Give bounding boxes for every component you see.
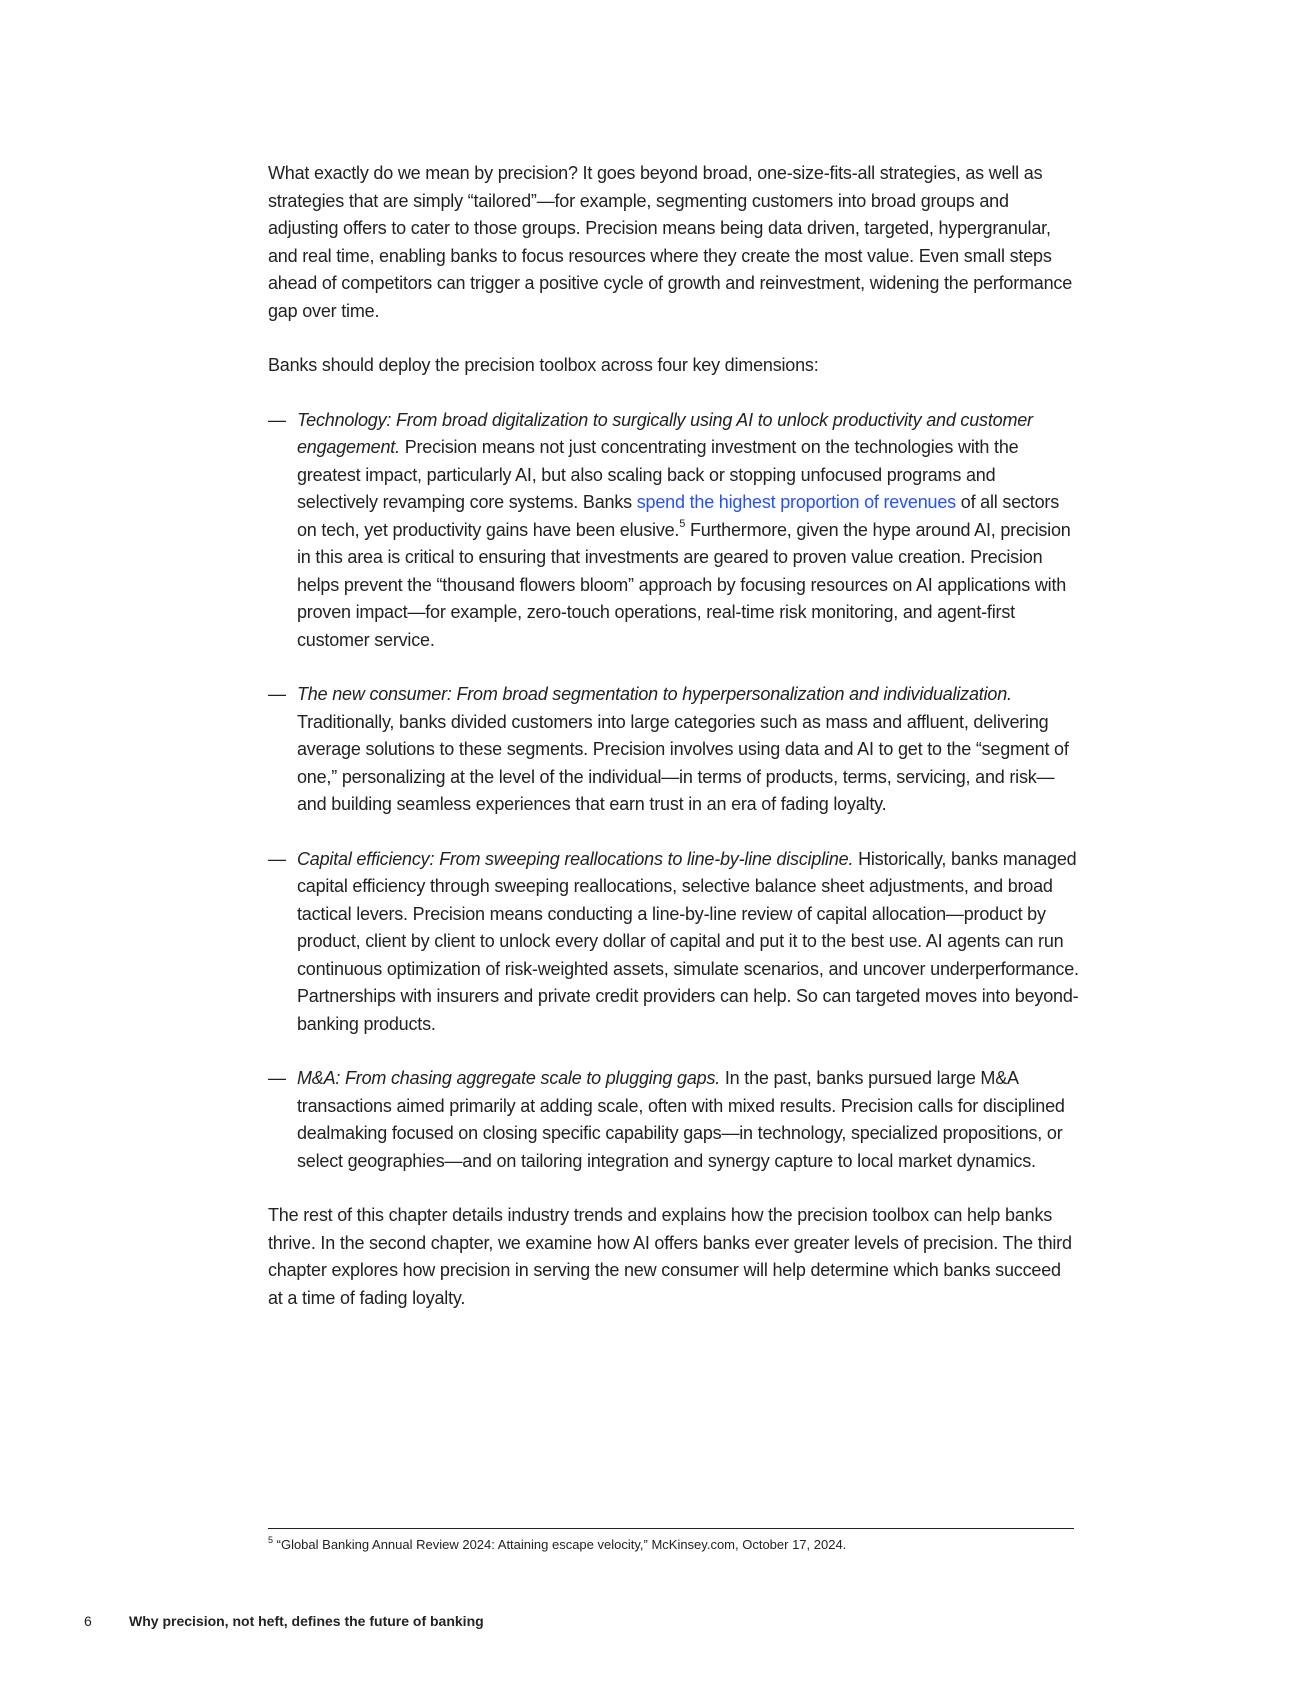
list-item-m-and-a — [268, 1065, 1080, 1175]
bullet-text-technology-3: Furthermore, given the hype around AI, precision in this area is critical to ensuring that investments are geared to proven value creation. Precision helps prevent the “thousand flowers bloom” approach by focusing resources on AI applications with proven impact—for example, zero-touch operations, real-time risk monitoring, and agent-first customer service. — [297, 519, 1071, 650]
bullet-text-m-and-a: In the past, banks pursued large M&A transactions aimed primarily at adding scale, often with mixed results. Precision calls for disciplined dealmaking focused on closing specific capability gaps—in technology, specialized propositions, or select geographies—and on tailoring integration and synergy capture to local market dynamics. — [297, 1068, 1065, 1171]
tech-spend-link[interactable]: spend the highest proportion of revenues — [636, 492, 956, 512]
dash-marker: — — [268, 848, 286, 869]
dash-marker: — — [268, 1068, 286, 1088]
list-item-capital-efficiency — [268, 846, 1080, 1039]
main-content — [268, 160, 1080, 1339]
running-title: Why precision, not heft, defines the future of banking — [129, 1613, 484, 1629]
intro-paragraph-2: Banks should deploy the precision toolbox across four key dimensions: — [268, 355, 819, 375]
dash-marker: — — [268, 684, 286, 704]
dash-marker: — — [268, 409, 286, 430]
footnote-text: “Global Banking Annual Review 2024: Attaining escape velocity,” McKinsey.com, October 17, 2024. — [273, 1537, 847, 1552]
outro-paragraph: The rest of this chapter details industry trends and explains how the precision toolbox can help banks thrive. In the second chapter, we examine how AI offers banks ever greater levels of precision. The third chapter explores how precision in serving the new consumer will help determine which banks succeed at a time of fading loyalty. — [268, 1205, 1072, 1308]
bullet-lead-technology: Technology: From broad digitalization to surgically using AI to unlock productivity and customer engagement. — [297, 409, 1033, 457]
bullet-text-new-consumer: Traditionally, banks divided customers into large categories such as mass and affluent, delivering average solutions to these segments. Precision involves using data and AI to get to the “segment of one,” personalizing at the level of the individual—in terms of products, terms, servicing, and risk—and building seamless experiences that earn trust in an era of fading loyalty. — [297, 711, 1069, 814]
bullet-text-technology-1: Precision means not just concentrating investment on the technologies with the greatest impact, particularly AI, but also scaling back or stopping unfocused programs and selectively revamping core systems. Banks — [297, 437, 1019, 512]
footnote-ref-5[interactable]: 5 — [679, 517, 686, 530]
bullet-text-technology-2: of all sectors on tech, yet productivity gains have been elusive. — [297, 492, 1060, 540]
footnote-number: 5 — [268, 1534, 274, 1545]
footnote-divider — [268, 1528, 1074, 1529]
list-item-technology — [268, 407, 1080, 655]
bullet-lead-new-consumer: The new consumer: From broad segmentation to hyperpersonalization and individualization. — [297, 684, 1012, 704]
intro-paragraph-1: What exactly do we mean by precision? It goes beyond broad, one-size-fits-all strategies, as well as strategies that are simply “tailored”—for example, segmenting customers into broad groups and adjusting offers to cater to those groups. Precision means being data driven, targeted, hypergranular, and real time, enabling banks to focus resources where they create the most value. Even small steps ahead of competitors can trigger a positive cycle of growth and reinvestment, widening the performance gap over time. — [268, 163, 1073, 321]
list-item-new-consumer — [268, 681, 1080, 819]
dimensions-list — [268, 407, 1080, 1176]
page-number: 6 — [84, 1613, 92, 1629]
bullet-lead-m-and-a: M&A: From chasing aggregate scale to plugging gaps. — [297, 1068, 721, 1088]
footnote — [268, 1536, 1074, 1554]
bullet-lead-capital-efficiency: Capital efficiency: From sweeping reallocations to line-by-line discipline. — [297, 848, 854, 869]
bullet-text-capital-efficiency: Historically, banks managed capital efficiency through sweeping reallocations, selective balance sheet adjustments, and broad tactical levers. Precision means conducting a line-by-line review of capital allocation—product by product, client by client to unlock every dollar of capital and put it to the best use. AI agents can run continuous optimization of risk-weighted assets, simulate scenarios, and uncover underperformance. Partnerships with insurers and private credit providers can help. So can targeted moves into beyond-banking products. — [297, 848, 1079, 1034]
